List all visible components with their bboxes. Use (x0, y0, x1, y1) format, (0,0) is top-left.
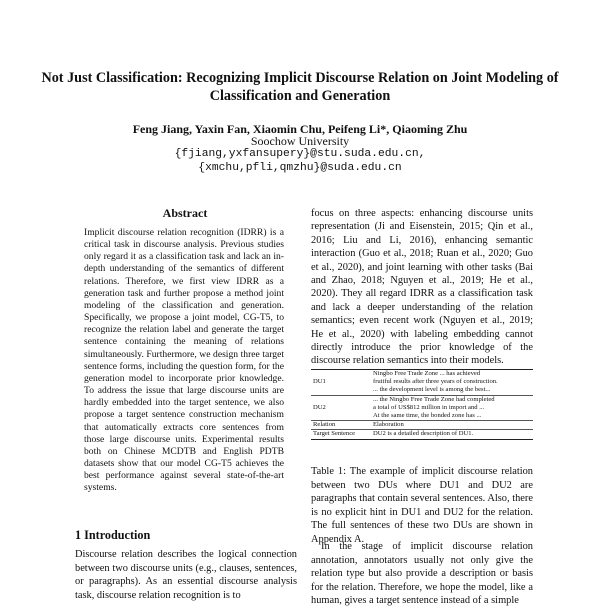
table-cell-target-label: Target Sentence (311, 430, 371, 439)
table-cell-du1-label: DU1 (311, 370, 371, 396)
right-column-text: focus on three aspects: enhancing discourse units representation (Ji and Eisenstein, 2015; Qin et al., 2016; Liu and Li, 2016), enhancing semantic interaction (Guo et al., 2018; Ruan et al., 2020; Guo et al., 2020), and joint learning with other tasks (Bai and Zhao, 2018; Nguyen et al., 2019; He et al., 2020). They all regard IDRR as a classification task and lack a deeper understanding of the relation semantics; even recent work (Nguyen et al., 2019; He et al., 2020) with labeling embedding cannot directly introduce the prior knowledge of the discourse relation semantics into their models. (311, 208, 533, 367)
table-cell-du1-line: Ningbo Free Trade Zone ... has achieved (371, 370, 533, 379)
table-cell-du1-line: fruitful results after three years of construction. (373, 378, 498, 386)
introduction-text: Discourse relation describes the logical connection between two discourse units (e.g., clauses, sentences, or paragraphs). As an essential discourse analysis task, discourse relation recognition is to (75, 549, 297, 601)
table-cell-du2-label: DU2 (311, 395, 371, 421)
table-cell-target-value: DU2 is a detailed description of DU1. (371, 430, 533, 439)
example-table (311, 369, 533, 440)
abstract-text: Implicit discourse relation recognition (IDRR) is a critical task in discourse analysis. Previous studies only regard it as a classification task and lack an in-depth understanding of the semantics of different relations. Therefore, we first view IDRR as a generation task and further propose a method joint modeling of the classification and generation. Specifically, we propose a joint model, CG-T5, to recognize the relation label and generate the target sentence containing the meaning of relations simultaneously. Furthermore, we design three target sentence forms, including the question form, for the generation model to incorporate prior knowledge. To address the issue that large discourse units are hardly embedded into the target sentence, we also propose a target sentence construction mechanism that automatically extracts core sentences from those large discourse units. Experimental results both on Chinese MCDTB and English PDTB datasets show that our model CG-T5 achieves the best performance against several state-of-the-art systems. (84, 227, 284, 494)
abstract-heading: Abstract (162, 206, 208, 220)
section-heading-introduction: 1 Introduction (75, 528, 151, 542)
table-cell-du2-line: ... the Ningbo Free Trade Zone had completed (371, 395, 533, 404)
table-cell-du1-line: ... the development level is among the best... (373, 386, 491, 394)
paper-title: Not Just Classification: Recognizing Implicit Discourse Relation on Joint Modeling of Classification and Generation (41, 70, 559, 104)
right-column-text-2: In the stage of implicit discourse relation annotation, annotators usually not only give the relation type but also provide a description or basis for the relation. Therefore, we hope the model, like a human, gives a target sentence instead of a simple (311, 541, 533, 607)
email-line-2: {xmchu,pfli,qmzhu}@suda.edu.cn (198, 162, 402, 174)
table-cell-du2-line: At the same time, the bonded zone has ... (373, 412, 482, 420)
table-cell-relation-label: Relation (311, 421, 371, 430)
table-cell-relation-value: Elaboration (371, 421, 533, 430)
email-line-1: {fjiang,yxfansupery}@stu.suda.edu.cn, (174, 148, 426, 160)
table-cell-du2-line: a total of US$812 million in import and ... (373, 403, 485, 411)
table-caption: Table 1: The example of implicit discourse relation between two DUs where DU1 and DU2 are paragraphs that contain several sentences. Also, there is no explicit hint in DU1 and DU2 for the relation. The full sentences of these two DUs are shown in Appendix A. (311, 466, 533, 545)
author-list: Feng Jiang, Yaxin Fan, Xiaomin Chu, Peifeng Li*, Qiaoming Zhu (132, 122, 468, 136)
affiliation: Soochow University (250, 134, 350, 148)
